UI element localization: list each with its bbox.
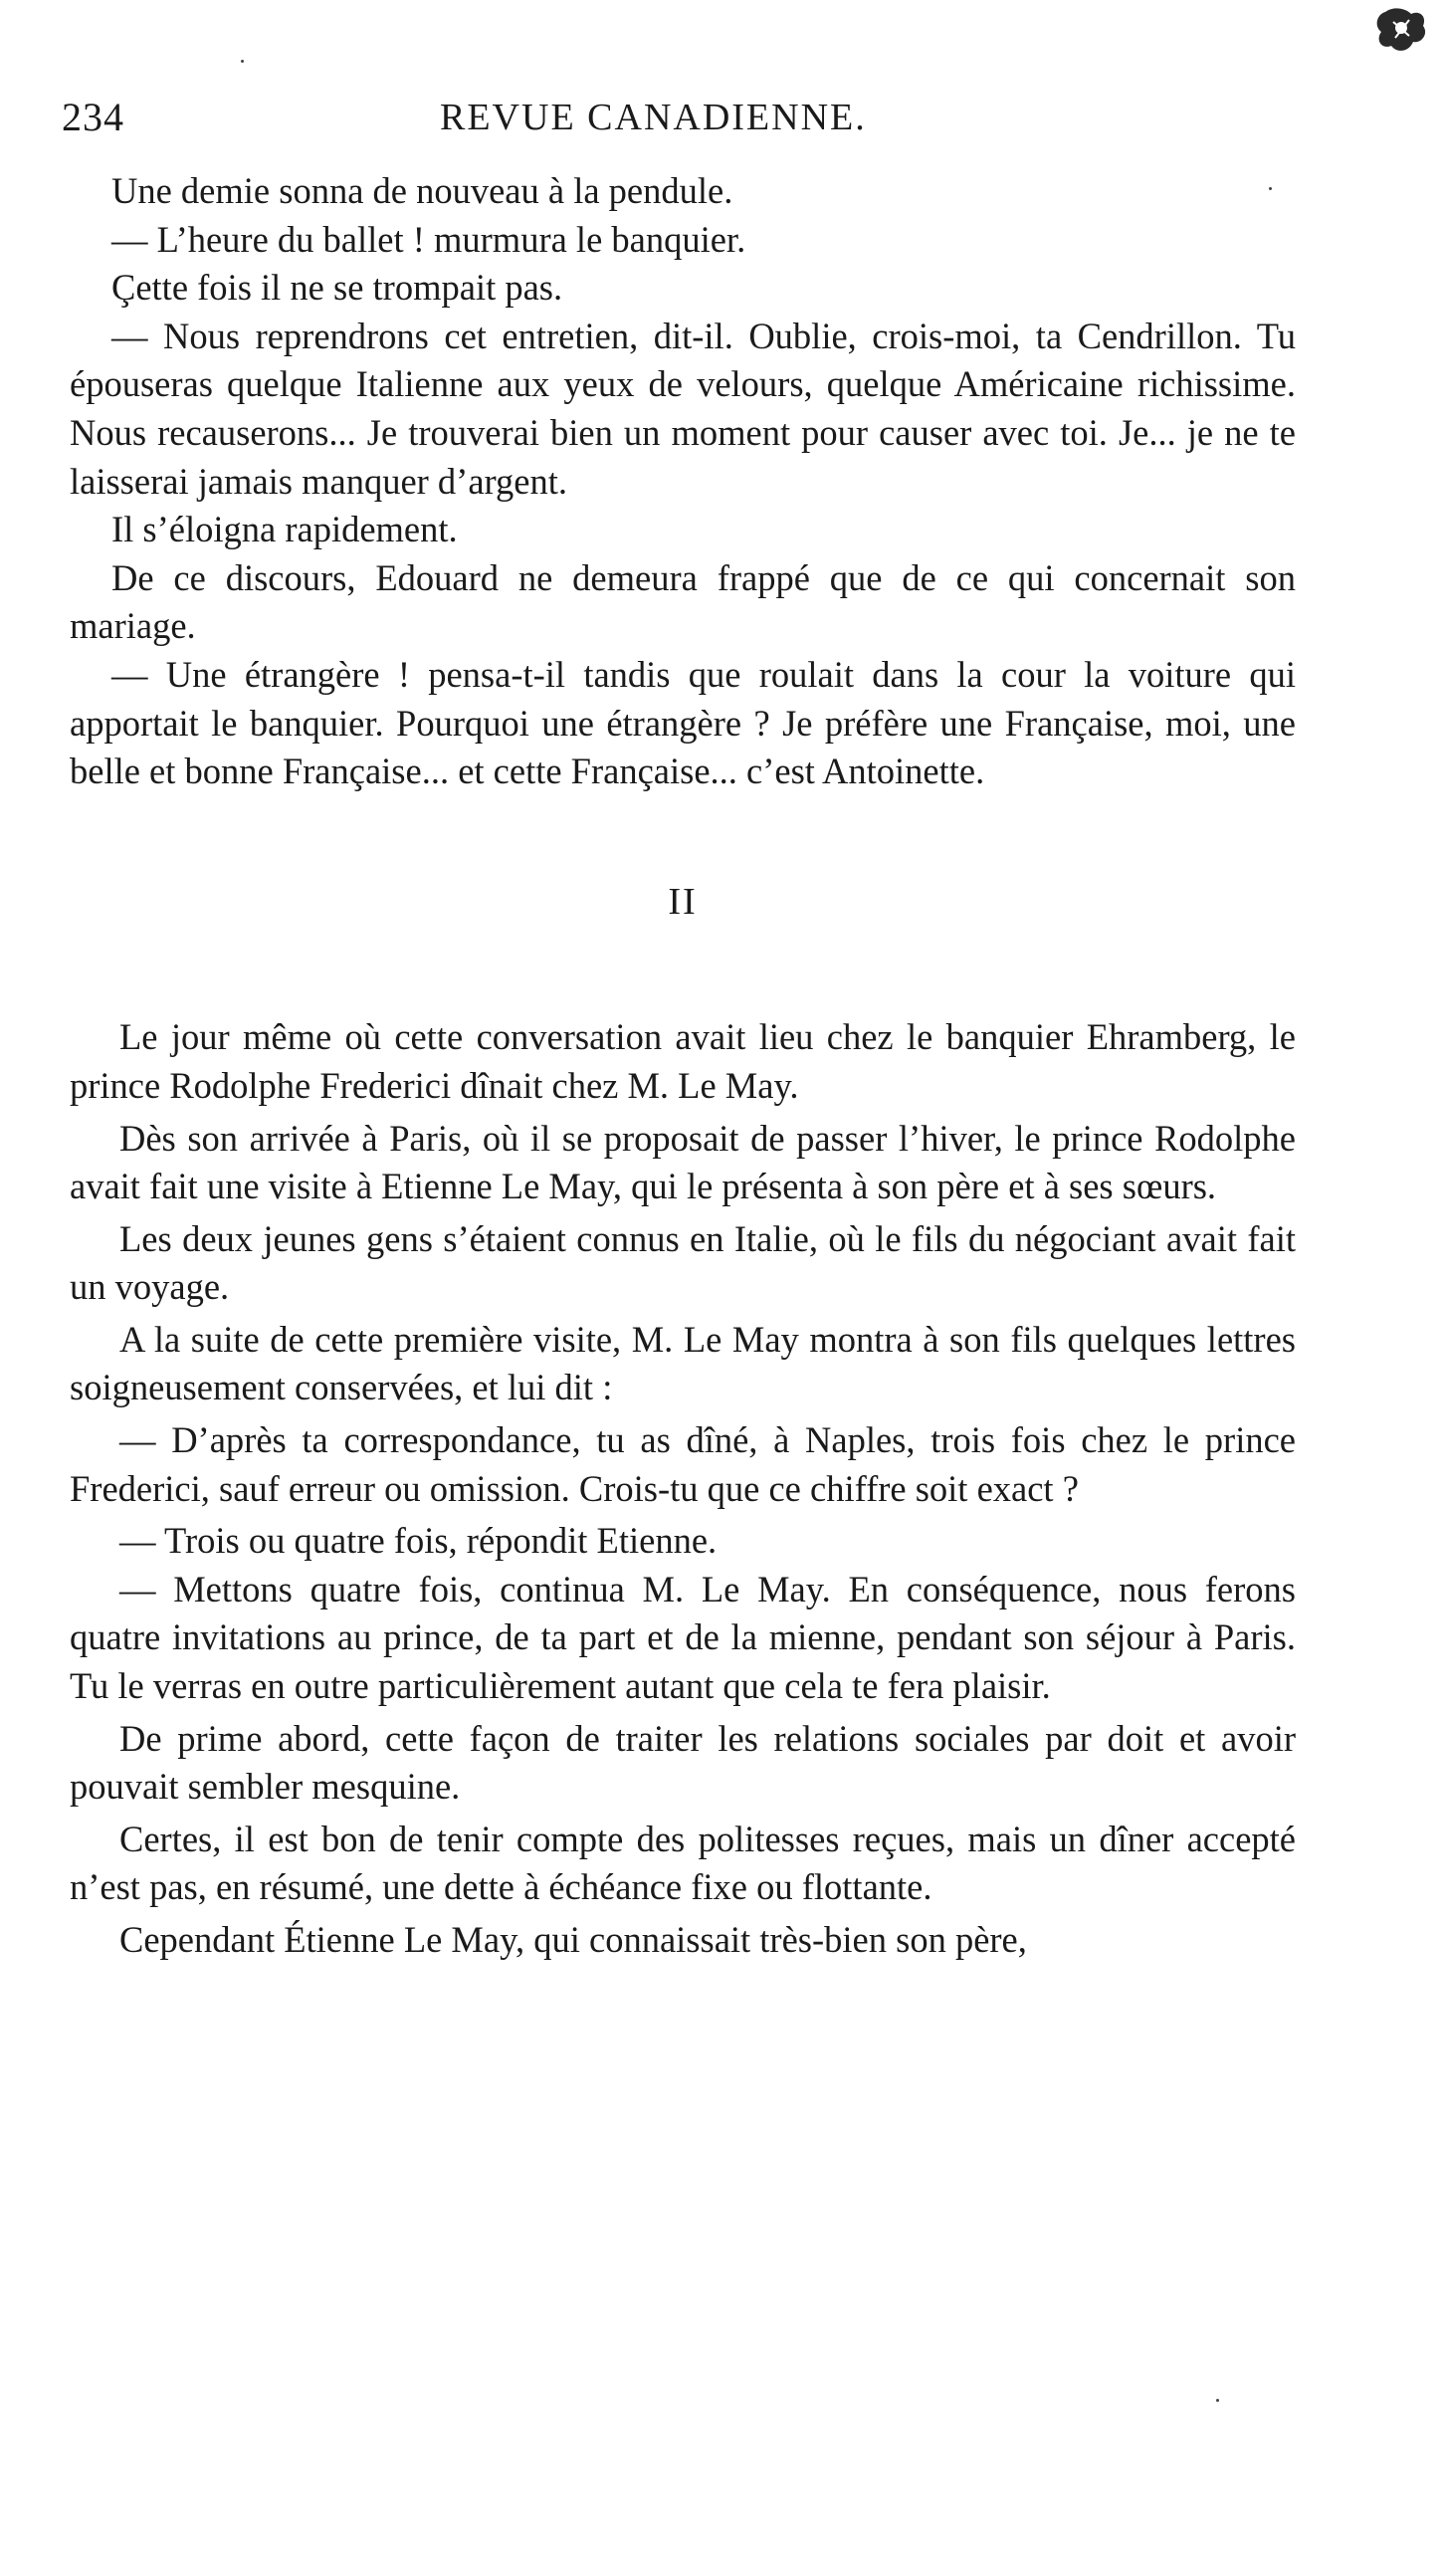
- paragraph: — D’après ta correspondance, tu as dîné, à Naples, trois fois chez le prince Frederici, sauf erreur ou omission. Crois-tu que ce chiffre soit exact ?: [70, 1419, 1296, 1509]
- paragraph: Certes, il est bon de tenir compte des politesses reçues, mais un dîner accepté n’est pas, en résumé, une dette à échéance fixe ou flottante.: [70, 1818, 1296, 1908]
- paragraph: Cependant Étienne Le May, qui connaissait très-bien son père,: [119, 1919, 1027, 1960]
- ornament-icon: [1371, 4, 1431, 60]
- paragraph: — Une étrangère ! pensa-t-il tandis que roulait dans la cour la voiture qui apportait le banquier. Pourquoi une étrangère ? Je préfère une Française, moi, une belle et bonne Française... et cette Française... c’est Antoinette.: [70, 653, 1296, 792]
- paragraph: A la suite de cette première visite, M. Le May montra à son fils quelques lettres soigneusement conservées, et lui dit :: [70, 1318, 1296, 1408]
- paragraph: De prime abord, cette façon de traiter les relations sociales par doit et avoir pouvait sembler mesquine.: [70, 1717, 1296, 1808]
- paragraph: Çette fois il ne se trompait pas.: [111, 267, 563, 309]
- paper-speck: [1269, 187, 1272, 190]
- paragraph: Une demie sonna de nouveau à la pendule.: [111, 170, 733, 211]
- paragraph: — Trois ou quatre fois, répondit Etienne.: [119, 1520, 718, 1562]
- page-body: [70, 167, 1296, 1969]
- paragraph: Les deux jeunes gens s’étaient connus en Italie, où le fils du négociant avait fait un voyage.: [70, 1217, 1296, 1308]
- text-part-1: [70, 167, 1296, 796]
- paragraph: Le jour même où cette conversation avait lieu chez le banquier Ehramberg, le prince Rodolphe Frederici dînait chez M. Le May.: [70, 1016, 1296, 1106]
- paragraph: Dès son arrivée à Paris, où il se proposait de passer l’hiver, le prince Rodolphe avait fait une visite à Etienne Le May, qui le présenta à son père et à ses sœurs.: [70, 1117, 1296, 1207]
- page-number: 234: [62, 95, 124, 139]
- section-heading: II: [668, 880, 698, 923]
- paragraph: Il s’éloigna rapidement.: [111, 509, 458, 550]
- page-header: [62, 88, 937, 147]
- paragraph: — Mettons quatre fois, continua M. Le May. En conséquence, nous ferons quatre invitations au prince, de ta part et de la mienne, pendant son séjour à Paris. Tu le verras en outre particulièrement autant que cela te fera plaisir.: [70, 1568, 1296, 1707]
- text-part-2: [70, 1013, 1296, 1964]
- paper-speck: [241, 60, 244, 63]
- running-title: REVUE CANADIENNE.: [440, 97, 867, 138]
- paper-speck: [1216, 2399, 1219, 2402]
- paragraph: De ce discours, Edouard ne demeura frappé que de ce qui concernait son mariage.: [70, 556, 1296, 647]
- paragraph: — L’heure du ballet ! murmura le banquier.: [111, 218, 746, 260]
- paragraph: — Nous reprendrons cet entretien, dit-il. Oublie, crois-moi, ta Cendrillon. Tu épouseras quelque Italienne aux yeux de velours, quelque Américaine richissime. Nous recauserons... Je trouverai bien un moment pour causer avec toi. Je... je ne te laisserai jamais manquer d’argent.: [70, 315, 1296, 502]
